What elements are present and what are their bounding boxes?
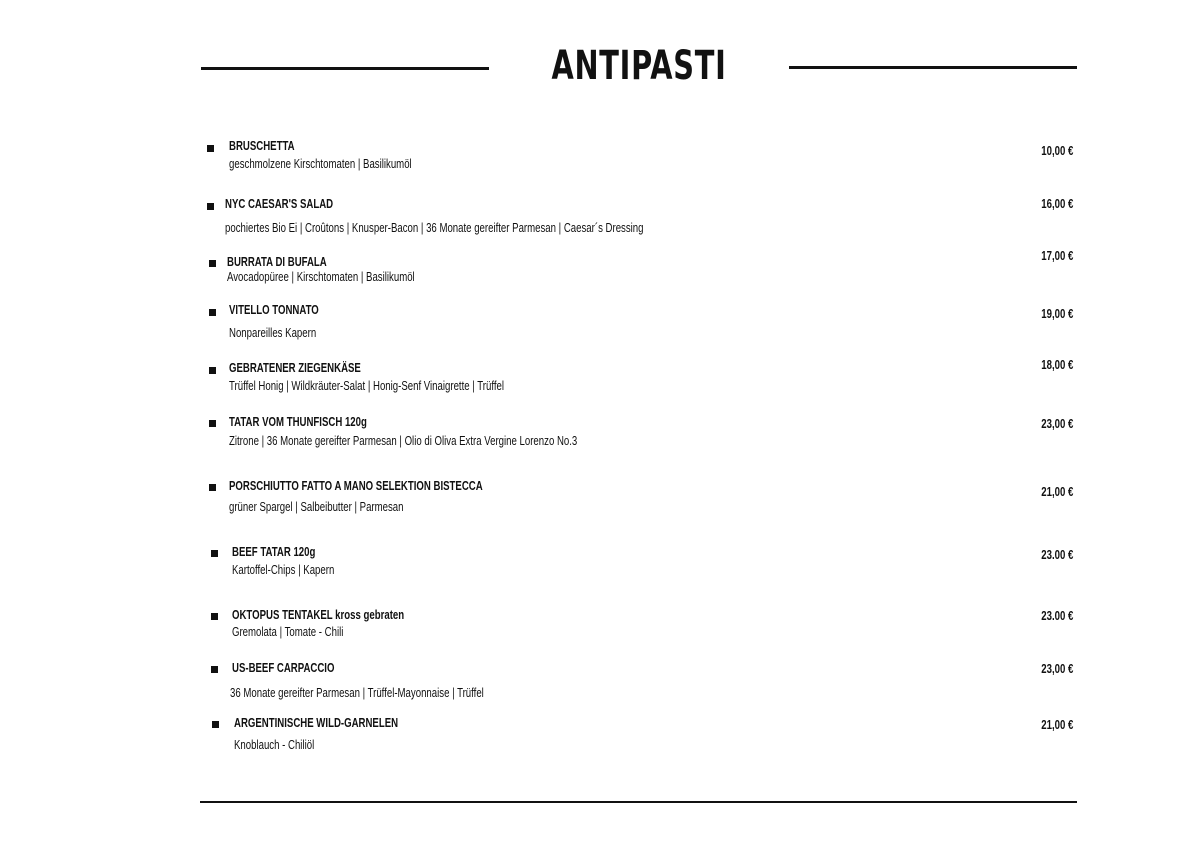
item-name: TATAR VOM THUNFISCH 120g bbox=[229, 414, 367, 429]
item-price: 21,00 € bbox=[1040, 484, 1073, 499]
item-price: 23.00 € bbox=[1040, 547, 1073, 562]
bullet-icon bbox=[207, 145, 214, 152]
item-name: BEEF TATAR 120g bbox=[232, 544, 316, 559]
bullet-icon bbox=[209, 420, 216, 427]
item-description: Trüffel Honig | Wildkräuter-Salat | Honig-Senf Vinaigrette | Trüffel bbox=[229, 378, 505, 393]
item-price: 21,00 € bbox=[1040, 717, 1073, 732]
item-description: Avocadopüree | Kirschtomaten | Basilikumöl bbox=[227, 269, 415, 284]
bullet-icon bbox=[209, 260, 216, 267]
item-name: PORSCHIUTTO FATTO A MANO SELEKTION BISTECCA bbox=[229, 478, 483, 493]
item-price: 23,00 € bbox=[1040, 661, 1073, 676]
item-price: 17,00 € bbox=[1040, 248, 1073, 263]
header-rule-right bbox=[789, 66, 1077, 69]
item-description: Nonpareilles Kapern bbox=[229, 325, 317, 340]
item-price: 23,00 € bbox=[1040, 416, 1073, 431]
item-price: 19,00 € bbox=[1040, 306, 1073, 321]
item-description: Zitrone | 36 Monate gereifter Parmesan | Olio di Oliva Extra Vergine Lorenzo No.3 bbox=[229, 433, 578, 448]
item-name: US-BEEF CARPACCIO bbox=[232, 660, 335, 675]
item-name: NYC CAESAR'S SALAD bbox=[225, 196, 334, 211]
item-price: 16,00 € bbox=[1040, 196, 1073, 211]
item-name: ARGENTINISCHE WILD-GARNELEN bbox=[234, 715, 399, 730]
page-title: ANTIPASTI bbox=[551, 43, 727, 89]
item-name: GEBRATENER ZIEGENKÄSE bbox=[229, 360, 361, 375]
bullet-icon bbox=[211, 550, 218, 557]
bullet-icon bbox=[211, 613, 218, 620]
item-name: VITELLO TONNATO bbox=[229, 302, 319, 317]
item-name: BRUSCHETTA bbox=[229, 138, 295, 153]
item-price: 23.00 € bbox=[1040, 608, 1073, 623]
item-description: Knoblauch - Chiliöl bbox=[234, 737, 315, 752]
header-rule-left bbox=[201, 67, 489, 70]
item-description: grüner Spargel | Salbeibutter | Parmesan bbox=[229, 499, 404, 514]
bullet-icon bbox=[209, 367, 216, 374]
item-description: pochiertes Bio Ei | Croûtons | Knusper-Bacon | 36 Monate gereifter Parmesan | Caesar´s Dressing bbox=[225, 220, 644, 235]
footer-rule bbox=[200, 801, 1077, 803]
item-description: Gremolata | Tomate - Chili bbox=[232, 624, 344, 639]
bullet-icon bbox=[209, 309, 216, 316]
item-price: 18,00 € bbox=[1040, 357, 1073, 372]
item-name: BURRATA DI BUFALA bbox=[227, 254, 327, 269]
item-price: 10,00 € bbox=[1040, 143, 1073, 158]
bullet-icon bbox=[209, 484, 216, 491]
bullet-icon bbox=[211, 666, 218, 673]
bullet-icon bbox=[207, 203, 214, 210]
item-description: Kartoffel-Chips | Kapern bbox=[232, 562, 335, 577]
bullet-icon bbox=[212, 721, 219, 728]
item-name: OKTOPUS TENTAKEL kross gebraten bbox=[232, 607, 405, 622]
item-description: geschmolzene Kirschtomaten | Basilikumöl bbox=[229, 156, 412, 171]
item-description: 36 Monate gereifter Parmesan | Trüffel-Mayonnaise | Trüffel bbox=[230, 685, 484, 700]
